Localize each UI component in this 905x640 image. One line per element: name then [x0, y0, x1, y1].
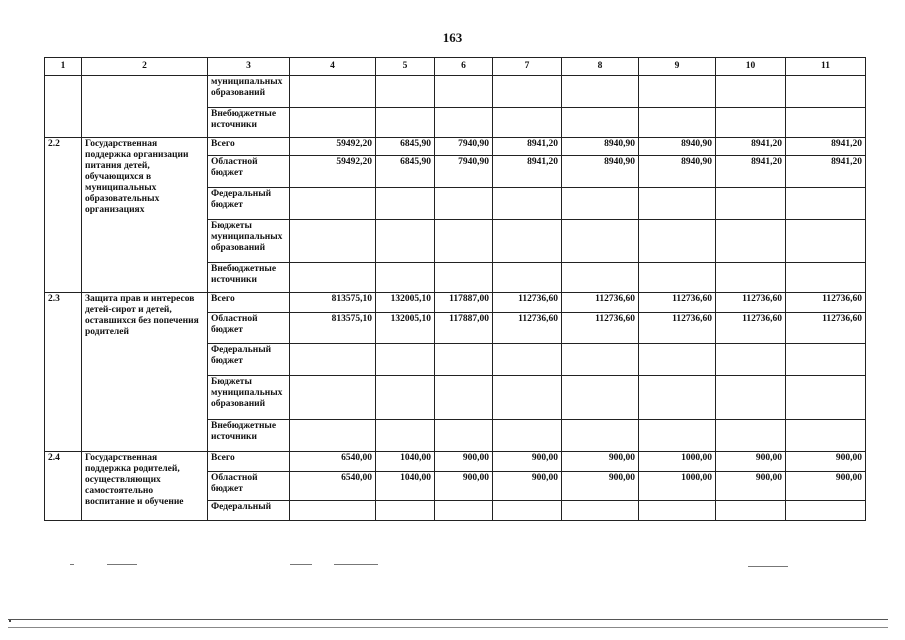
amount-cell — [716, 108, 786, 138]
funding-source: Внебюджетные источники — [208, 420, 290, 452]
funding-source: Федеральный бюджет — [208, 188, 290, 220]
measure-name: Защита прав и интересов детей-сирот и детей, оставшихся без попечения родителей — [82, 293, 208, 452]
amount-cell: 8941,20 — [716, 138, 786, 156]
funding-source: Бюджеты муниципальных образований — [208, 220, 290, 263]
amount-cell: 8941,20 — [786, 138, 866, 156]
amount-cell — [376, 108, 435, 138]
amount-cell — [716, 263, 786, 293]
amount-cell — [716, 420, 786, 452]
amount-cell: 8941,20 — [493, 138, 562, 156]
amount-cell — [290, 344, 376, 376]
scan-artifact — [334, 564, 378, 565]
amount-cell — [786, 108, 866, 138]
header-cell: 1 — [45, 58, 82, 76]
funding-source: Бюджеты муниципальных образований — [208, 376, 290, 420]
amount-cell: 900,00 — [435, 472, 493, 501]
amount-cell — [716, 501, 786, 521]
amount-cell — [716, 344, 786, 376]
amount-cell: 59492,20 — [290, 138, 376, 156]
header-cell: 4 — [290, 58, 376, 76]
amount-cell — [376, 501, 435, 521]
amount-cell: 112736,60 — [493, 313, 562, 344]
table-row — [45, 293, 866, 313]
amount-cell: 900,00 — [562, 472, 639, 501]
amount-cell — [493, 420, 562, 452]
scan-artifact — [748, 566, 788, 567]
funding-source: Федеральный бюджет — [208, 344, 290, 376]
amount-cell: 8941,20 — [493, 156, 562, 188]
header-row — [45, 58, 866, 76]
header-cell: 3 — [208, 58, 290, 76]
amount-cell — [639, 501, 716, 521]
amount-cell — [290, 220, 376, 263]
amount-cell — [376, 220, 435, 263]
amount-cell: 8940,90 — [639, 156, 716, 188]
amount-cell — [786, 376, 866, 420]
amount-cell — [435, 76, 493, 108]
amount-cell — [716, 76, 786, 108]
table-body — [45, 76, 866, 521]
funding-source: Всего — [208, 293, 290, 313]
amount-cell — [493, 501, 562, 521]
amount-cell: 112736,60 — [562, 293, 639, 313]
amount-cell — [786, 501, 866, 521]
amount-cell — [786, 76, 866, 108]
funding-source: Областной бюджет — [208, 313, 290, 344]
measure-name: Государственная поддержка родителей, осуществляющих самостоятельно воспитание и обучение — [82, 452, 208, 521]
amount-cell: 112736,60 — [716, 293, 786, 313]
row-number: 2.3 — [45, 293, 82, 452]
amount-cell — [290, 420, 376, 452]
amount-cell — [562, 263, 639, 293]
amount-cell — [786, 344, 866, 376]
amount-cell — [435, 108, 493, 138]
amount-cell — [376, 420, 435, 452]
amount-cell — [435, 220, 493, 263]
table-row — [45, 138, 866, 156]
amount-cell: 7940,90 — [435, 138, 493, 156]
amount-cell: 117887,00 — [435, 313, 493, 344]
funding-source: Областной бюджет — [208, 156, 290, 188]
amount-cell: 900,00 — [786, 472, 866, 501]
scan-artifact — [107, 564, 137, 565]
amount-cell — [376, 376, 435, 420]
header-cell: 6 — [435, 58, 493, 76]
budget-table — [44, 57, 866, 521]
amount-cell: 117887,00 — [435, 293, 493, 313]
amount-cell: 8940,90 — [562, 156, 639, 188]
header-cell: 10 — [716, 58, 786, 76]
amount-cell — [435, 263, 493, 293]
amount-cell — [376, 76, 435, 108]
amount-cell: 900,00 — [716, 452, 786, 472]
amount-cell: 132005,10 — [376, 313, 435, 344]
amount-cell: 112736,60 — [716, 313, 786, 344]
amount-cell — [716, 188, 786, 220]
amount-cell — [639, 76, 716, 108]
funding-source: Внебюджетные источники — [208, 263, 290, 293]
scan-artifact — [290, 564, 312, 565]
amount-cell — [435, 344, 493, 376]
amount-cell — [493, 263, 562, 293]
row-number — [45, 76, 82, 138]
amount-cell — [493, 108, 562, 138]
amount-cell — [639, 188, 716, 220]
amount-cell — [562, 188, 639, 220]
amount-cell: 59492,20 — [290, 156, 376, 188]
amount-cell: 8940,90 — [562, 138, 639, 156]
amount-cell: 112736,60 — [639, 293, 716, 313]
amount-cell — [562, 76, 639, 108]
funding-source: Федеральный — [208, 501, 290, 521]
amount-cell: 6845,90 — [376, 138, 435, 156]
row-number: 2.2 — [45, 138, 82, 293]
amount-cell — [376, 263, 435, 293]
amount-cell — [290, 188, 376, 220]
amount-cell: 132005,10 — [376, 293, 435, 313]
funding-source: Всего — [208, 138, 290, 156]
amount-cell — [435, 501, 493, 521]
amount-cell — [639, 108, 716, 138]
amount-cell — [639, 376, 716, 420]
amount-cell: 1040,00 — [376, 472, 435, 501]
header-cell: 7 — [493, 58, 562, 76]
amount-cell — [435, 420, 493, 452]
scan-artifact — [70, 564, 74, 565]
amount-cell — [639, 344, 716, 376]
amount-cell — [562, 220, 639, 263]
amount-cell — [716, 220, 786, 263]
amount-cell: 1040,00 — [376, 452, 435, 472]
amount-cell: 6540,00 — [290, 452, 376, 472]
header-cell: 9 — [639, 58, 716, 76]
amount-cell — [435, 188, 493, 220]
amount-cell: 1000,00 — [639, 452, 716, 472]
amount-cell — [562, 420, 639, 452]
amount-cell: 900,00 — [493, 452, 562, 472]
scan-line — [8, 619, 888, 620]
amount-cell — [493, 344, 562, 376]
amount-cell: 112736,60 — [493, 293, 562, 313]
amount-cell — [562, 108, 639, 138]
table-row — [45, 452, 866, 472]
row-number: 2.4 — [45, 452, 82, 521]
amount-cell — [639, 220, 716, 263]
amount-cell — [493, 76, 562, 108]
amount-cell — [376, 188, 435, 220]
amount-cell — [639, 263, 716, 293]
amount-cell — [290, 263, 376, 293]
amount-cell — [290, 376, 376, 420]
funding-source: Областной бюджет — [208, 472, 290, 501]
amount-cell: 900,00 — [493, 472, 562, 501]
amount-cell: 900,00 — [562, 452, 639, 472]
scan-line — [8, 627, 888, 628]
amount-cell — [562, 376, 639, 420]
amount-cell: 8941,20 — [716, 156, 786, 188]
header-cell: 2 — [82, 58, 208, 76]
amount-cell — [786, 188, 866, 220]
measure-name — [82, 76, 208, 138]
amount-cell — [786, 220, 866, 263]
header-cell: 8 — [562, 58, 639, 76]
amount-cell: 8941,20 — [786, 156, 866, 188]
header-cell: 11 — [786, 58, 866, 76]
amount-cell: 900,00 — [786, 452, 866, 472]
amount-cell: 900,00 — [716, 472, 786, 501]
table-row — [45, 76, 866, 108]
amount-cell: 112736,60 — [562, 313, 639, 344]
measure-name: Государственная поддержка организации питания детей, обучающихся в муниципальных образовательных организациях — [82, 138, 208, 293]
amount-cell: 813575,10 — [290, 293, 376, 313]
amount-cell — [639, 420, 716, 452]
amount-cell: 8940,90 — [639, 138, 716, 156]
amount-cell: 7940,90 — [435, 156, 493, 188]
amount-cell — [493, 220, 562, 263]
amount-cell — [290, 76, 376, 108]
amount-cell — [376, 344, 435, 376]
amount-cell — [786, 420, 866, 452]
amount-cell: 112736,60 — [639, 313, 716, 344]
amount-cell: 6540,00 — [290, 472, 376, 501]
amount-cell — [716, 376, 786, 420]
amount-cell — [562, 344, 639, 376]
header-cell: 5 — [376, 58, 435, 76]
amount-cell: 112736,60 — [786, 293, 866, 313]
amount-cell: 112736,60 — [786, 313, 866, 344]
scan-dot — [9, 620, 11, 622]
amount-cell: 6845,90 — [376, 156, 435, 188]
amount-cell — [290, 501, 376, 521]
amount-cell: 813575,10 — [290, 313, 376, 344]
page-number: 163 — [442, 30, 463, 45]
funding-source: Внебюджетные источники — [208, 108, 290, 138]
funding-source: муниципальных образований — [208, 76, 290, 108]
amount-cell — [493, 188, 562, 220]
amount-cell: 1000,00 — [639, 472, 716, 501]
amount-cell — [435, 376, 493, 420]
funding-source: Всего — [208, 452, 290, 472]
amount-cell — [562, 501, 639, 521]
amount-cell — [786, 263, 866, 293]
amount-cell — [493, 376, 562, 420]
amount-cell: 900,00 — [435, 452, 493, 472]
amount-cell — [290, 108, 376, 138]
